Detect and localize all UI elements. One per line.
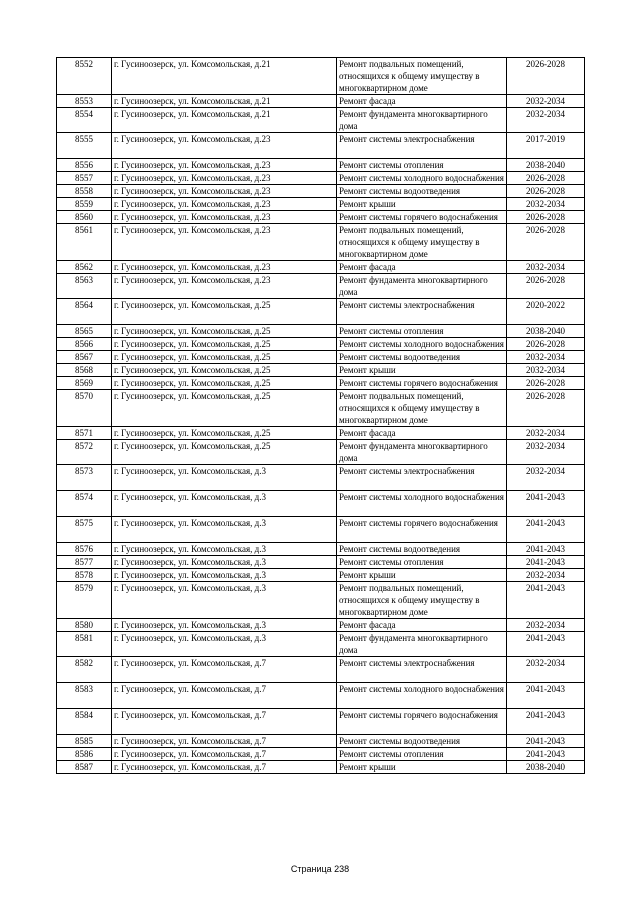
row-period: 2026-2028 xyxy=(507,338,585,351)
table-row xyxy=(57,440,585,465)
row-work-type: Ремонт крыши xyxy=(337,569,507,582)
row-work-type: Ремонт подвальных помещений, относящихся к общему имуществу в многоквартирном доме xyxy=(337,224,507,261)
row-address: г. Гусиноозерск, ул. Комсомольская, д.7 xyxy=(112,748,337,761)
row-address: г. Гусиноозерск, ул. Комсомольская, д.23 xyxy=(112,159,337,172)
table-row xyxy=(57,657,585,683)
repair-schedule-table xyxy=(56,57,585,774)
table-row xyxy=(57,465,585,491)
row-number: 8554 xyxy=(57,108,112,133)
row-address: г. Гусиноозерск, ул. Комсомольская, д.3 xyxy=(112,491,337,517)
table-row xyxy=(57,556,585,569)
row-number: 8564 xyxy=(57,299,112,325)
table-row xyxy=(57,274,585,299)
row-number: 8572 xyxy=(57,440,112,465)
row-work-type: Ремонт фасада xyxy=(337,619,507,632)
row-number: 8571 xyxy=(57,427,112,440)
row-address: г. Гусиноозерск, ул. Комсомольская, д.7 xyxy=(112,657,337,683)
row-period: 2032-2034 xyxy=(507,198,585,211)
row-work-type: Ремонт фундамента многоквартирного дома xyxy=(337,632,507,657)
row-period: 2026-2028 xyxy=(507,377,585,390)
row-period: 2041-2043 xyxy=(507,748,585,761)
table-row xyxy=(57,95,585,108)
table-row xyxy=(57,133,585,159)
row-period: 2032-2034 xyxy=(507,569,585,582)
row-address: г. Гусиноозерск, ул. Комсомольская, д.23 xyxy=(112,261,337,274)
row-address: г. Гусиноозерск, ул. Комсомольская, д.3 xyxy=(112,517,337,543)
table-row xyxy=(57,517,585,543)
row-period: 2020-2022 xyxy=(507,299,585,325)
row-work-type: Ремонт системы отопления xyxy=(337,325,507,338)
row-period: 2026-2028 xyxy=(507,224,585,261)
row-period: 2041-2043 xyxy=(507,735,585,748)
table-row xyxy=(57,582,585,619)
row-number: 8574 xyxy=(57,491,112,517)
table-row xyxy=(57,325,585,338)
row-period: 2032-2034 xyxy=(507,364,585,377)
row-number: 8581 xyxy=(57,632,112,657)
row-number: 8577 xyxy=(57,556,112,569)
table-row xyxy=(57,172,585,185)
row-period: 2026-2028 xyxy=(507,172,585,185)
table-row xyxy=(57,632,585,657)
row-work-type: Ремонт системы водоотведения xyxy=(337,543,507,556)
row-address: г. Гусиноозерск, ул. Комсомольская, д.3 xyxy=(112,582,337,619)
page-number: Страница 238 xyxy=(290,864,350,874)
row-number: 8570 xyxy=(57,390,112,427)
table-row xyxy=(57,377,585,390)
row-work-type: Ремонт системы водоотведения xyxy=(337,351,507,364)
row-number: 8586 xyxy=(57,748,112,761)
row-number: 8553 xyxy=(57,95,112,108)
row-work-type: Ремонт системы холодного водоснабжения xyxy=(337,491,507,517)
row-period: 2041-2043 xyxy=(507,517,585,543)
row-period: 2032-2034 xyxy=(507,261,585,274)
row-number: 8568 xyxy=(57,364,112,377)
row-work-type: Ремонт системы отопления xyxy=(337,159,507,172)
row-work-type: Ремонт фасада xyxy=(337,95,507,108)
table-row xyxy=(57,211,585,224)
row-number: 8579 xyxy=(57,582,112,619)
table-row xyxy=(57,159,585,172)
row-number: 8557 xyxy=(57,172,112,185)
row-number: 8575 xyxy=(57,517,112,543)
row-work-type: Ремонт системы водоотведения xyxy=(337,735,507,748)
row-number: 8562 xyxy=(57,261,112,274)
row-address: г. Гусиноозерск, ул. Комсомольская, д.3 xyxy=(112,632,337,657)
row-address: г. Гусиноозерск, ул. Комсомольская, д.25 xyxy=(112,390,337,427)
table-row xyxy=(57,427,585,440)
row-address: г. Гусиноозерск, ул. Комсомольская, д.7 xyxy=(112,683,337,709)
row-number: 8582 xyxy=(57,657,112,683)
row-address: г. Гусиноозерск, ул. Комсомольская, д.25 xyxy=(112,299,337,325)
row-number: 8563 xyxy=(57,274,112,299)
row-work-type: Ремонт системы холодного водоснабжения xyxy=(337,172,507,185)
row-number: 8566 xyxy=(57,338,112,351)
row-address: г. Гусиноозерск, ул. Комсомольская, д.25 xyxy=(112,427,337,440)
table-row xyxy=(57,198,585,211)
table-row xyxy=(57,299,585,325)
row-address: г. Гусиноозерск, ул. Комсомольская, д.21 xyxy=(112,58,337,95)
row-number: 8573 xyxy=(57,465,112,491)
row-period: 2041-2043 xyxy=(507,556,585,569)
row-number: 8587 xyxy=(57,761,112,774)
row-address: г. Гусиноозерск, ул. Комсомольская, д.25 xyxy=(112,377,337,390)
row-address: г. Гусиноозерск, ул. Комсомольская, д.25 xyxy=(112,440,337,465)
row-work-type: Ремонт системы отопления xyxy=(337,556,507,569)
row-period: 2041-2043 xyxy=(507,709,585,735)
row-period: 2032-2034 xyxy=(507,427,585,440)
row-period: 2032-2034 xyxy=(507,619,585,632)
table-row xyxy=(57,619,585,632)
row-number: 8583 xyxy=(57,683,112,709)
row-address: г. Гусиноозерск, ул. Комсомольская, д.23 xyxy=(112,224,337,261)
table-row xyxy=(57,491,585,517)
row-work-type: Ремонт системы горячего водоснабжения xyxy=(337,709,507,735)
row-period: 2032-2034 xyxy=(507,440,585,465)
row-address: г. Гусиноозерск, ул. Комсомольская, д.3 xyxy=(112,569,337,582)
row-work-type: Ремонт подвальных помещений, относящихся к общему имуществу в многоквартирном доме xyxy=(337,58,507,95)
table-row xyxy=(57,709,585,735)
row-work-type: Ремонт системы горячего водоснабжения xyxy=(337,211,507,224)
row-work-type: Ремонт подвальных помещений, относящихся к общему имуществу в многоквартирном доме xyxy=(337,390,507,427)
row-period: 2041-2043 xyxy=(507,491,585,517)
row-work-type: Ремонт системы холодного водоснабжения xyxy=(337,683,507,709)
row-period: 2032-2034 xyxy=(507,108,585,133)
table-row xyxy=(57,224,585,261)
row-number: 8585 xyxy=(57,735,112,748)
row-work-type: Ремонт системы электроснабжения xyxy=(337,465,507,491)
table-row xyxy=(57,261,585,274)
row-work-type: Ремонт системы холодного водоснабжения xyxy=(337,338,507,351)
row-address: г. Гусиноозерск, ул. Комсомольская, д.7 xyxy=(112,735,337,748)
row-number: 8576 xyxy=(57,543,112,556)
table-row xyxy=(57,683,585,709)
row-work-type: Ремонт фундамента многоквартирного дома xyxy=(337,440,507,465)
row-work-type: Ремонт системы водоотведения xyxy=(337,185,507,198)
table-row xyxy=(57,390,585,427)
row-address: г. Гусиноозерск, ул. Комсомольская, д.21 xyxy=(112,108,337,133)
table-row xyxy=(57,735,585,748)
row-number: 8556 xyxy=(57,159,112,172)
row-address: г. Гусиноозерск, ул. Комсомольская, д.21 xyxy=(112,95,337,108)
row-period: 2032-2034 xyxy=(507,465,585,491)
row-address: г. Гусиноозерск, ул. Комсомольская, д.3 xyxy=(112,619,337,632)
row-period: 2032-2034 xyxy=(507,657,585,683)
row-address: г. Гусиноозерск, ул. Комсомольская, д.23 xyxy=(112,211,337,224)
table-row xyxy=(57,185,585,198)
table-row xyxy=(57,761,585,774)
row-period: 2038-2040 xyxy=(507,159,585,172)
row-number: 8578 xyxy=(57,569,112,582)
table-row xyxy=(57,543,585,556)
row-period: 2041-2043 xyxy=(507,582,585,619)
row-number: 8552 xyxy=(57,58,112,95)
row-period: 2038-2040 xyxy=(507,325,585,338)
row-number: 8580 xyxy=(57,619,112,632)
row-work-type: Ремонт фундамента многоквартирного дома xyxy=(337,108,507,133)
row-work-type: Ремонт системы отопления xyxy=(337,748,507,761)
table-row xyxy=(57,351,585,364)
row-period: 2026-2028 xyxy=(507,211,585,224)
row-address: г. Гусиноозерск, ул. Комсомольская, д.23 xyxy=(112,133,337,159)
row-work-type: Ремонт системы электроснабжения xyxy=(337,657,507,683)
row-work-type: Ремонт крыши xyxy=(337,364,507,377)
row-period: 2041-2043 xyxy=(507,683,585,709)
table-row xyxy=(57,569,585,582)
row-address: г. Гусиноозерск, ул. Комсомольская, д.25 xyxy=(112,364,337,377)
row-address: г. Гусиноозерск, ул. Комсомольская, д.23 xyxy=(112,172,337,185)
row-work-type: Ремонт системы горячего водоснабжения xyxy=(337,377,507,390)
table-row xyxy=(57,748,585,761)
row-number: 8567 xyxy=(57,351,112,364)
row-address: г. Гусиноозерск, ул. Комсомольская, д.3 xyxy=(112,543,337,556)
row-number: 8584 xyxy=(57,709,112,735)
row-period: 2041-2043 xyxy=(507,632,585,657)
table-row xyxy=(57,364,585,377)
row-work-type: Ремонт фундамента многоквартирного дома xyxy=(337,274,507,299)
row-work-type: Ремонт крыши xyxy=(337,761,507,774)
row-work-type: Ремонт системы горячего водоснабжения xyxy=(337,517,507,543)
row-period: 2026-2028 xyxy=(507,185,585,198)
row-period: 2026-2028 xyxy=(507,390,585,427)
row-period: 2032-2034 xyxy=(507,351,585,364)
row-period: 2038-2040 xyxy=(507,761,585,774)
row-work-type: Ремонт фасада xyxy=(337,261,507,274)
row-address: г. Гусиноозерск, ул. Комсомольская, д.25 xyxy=(112,338,337,351)
row-address: г. Гусиноозерск, ул. Комсомольская, д.25 xyxy=(112,351,337,364)
row-period: 2026-2028 xyxy=(507,58,585,95)
row-address: г. Гусиноозерск, ул. Комсомольская, д.7 xyxy=(112,761,337,774)
row-number: 8561 xyxy=(57,224,112,261)
row-number: 8565 xyxy=(57,325,112,338)
table-row xyxy=(57,108,585,133)
row-address: г. Гусиноозерск, ул. Комсомольская, д.23 xyxy=(112,198,337,211)
table-row xyxy=(57,338,585,351)
row-work-type: Ремонт системы электроснабжения xyxy=(337,299,507,325)
row-address: г. Гусиноозерск, ул. Комсомольская, д.23 xyxy=(112,274,337,299)
row-period: 2041-2043 xyxy=(507,543,585,556)
row-work-type: Ремонт фасада xyxy=(337,427,507,440)
row-address: г. Гусиноозерск, ул. Комсомольская, д.7 xyxy=(112,709,337,735)
table-body xyxy=(57,58,585,774)
row-number: 8560 xyxy=(57,211,112,224)
row-address: г. Гусиноозерск, ул. Комсомольская, д.23 xyxy=(112,185,337,198)
row-number: 8555 xyxy=(57,133,112,159)
row-address: г. Гусиноозерск, ул. Комсомольская, д.3 xyxy=(112,465,337,491)
row-period: 2026-2028 xyxy=(507,274,585,299)
row-address: г. Гусиноозерск, ул. Комсомольская, д.25 xyxy=(112,325,337,338)
row-number: 8558 xyxy=(57,185,112,198)
row-work-type: Ремонт подвальных помещений, относящихся к общему имуществу в многоквартирном доме xyxy=(337,582,507,619)
row-work-type: Ремонт системы электроснабжения xyxy=(337,133,507,159)
row-work-type: Ремонт крыши xyxy=(337,198,507,211)
row-period: 2017-2019 xyxy=(507,133,585,159)
row-address: г. Гусиноозерск, ул. Комсомольская, д.3 xyxy=(112,556,337,569)
row-number: 8569 xyxy=(57,377,112,390)
row-period: 2032-2034 xyxy=(507,95,585,108)
row-number: 8559 xyxy=(57,198,112,211)
table-row xyxy=(57,58,585,95)
